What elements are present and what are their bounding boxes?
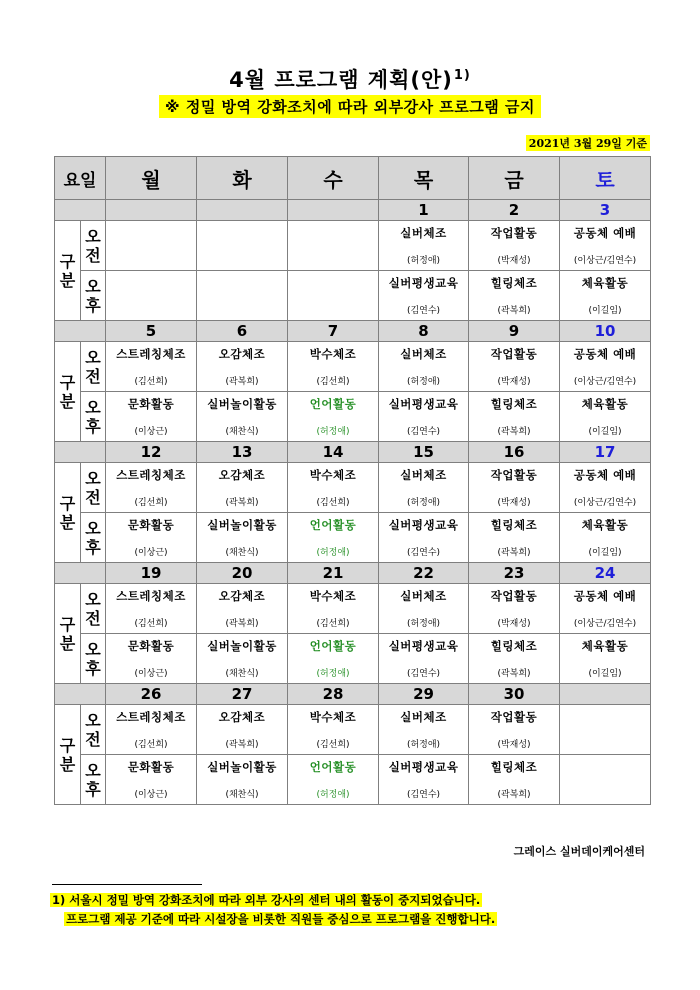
period-label-pm: 오 후 <box>81 513 106 563</box>
program-name: 문화활동 <box>127 518 175 532</box>
date-cell-sat: 17 <box>560 442 651 463</box>
date-row <box>55 684 651 705</box>
instructor-name: (이상근) <box>134 548 168 558</box>
program-name: 언어활동 <box>309 760 357 774</box>
date-cell-mon: 12 <box>106 442 197 463</box>
date-cell-fri: 9 <box>469 321 560 342</box>
date-row <box>55 563 651 584</box>
program-cell <box>288 755 379 805</box>
program-cell <box>288 705 379 755</box>
instructor-name: (허정애) <box>316 427 350 437</box>
instructor-name: (김선희) <box>134 498 168 508</box>
weekday-label: 요일 <box>55 157 106 200</box>
instructor-name: (박재성) <box>497 377 531 387</box>
program-cell <box>379 271 469 321</box>
weekday-thu: 목 <box>379 157 469 200</box>
program-name: 공동체 예배 <box>573 347 637 361</box>
instructor-name: (곽복희) <box>497 548 531 558</box>
instructor-name: (이상근) <box>134 427 168 437</box>
instructor-name: (곽복희) <box>225 498 259 508</box>
instructor-name: (곽복희) <box>225 377 259 387</box>
program-cell <box>469 463 560 513</box>
program-cell <box>379 463 469 513</box>
instructor-name: (김연수) <box>406 306 441 316</box>
program-name: 실버평생교육 <box>388 760 459 774</box>
program-cell <box>379 705 469 755</box>
instructor-name: (김선희) <box>316 498 350 508</box>
program-cell <box>379 513 469 563</box>
date-cell-mon: 5 <box>106 321 197 342</box>
program-row-am <box>55 584 651 634</box>
program-cell <box>106 221 197 271</box>
program-cell <box>469 634 560 684</box>
instructor-name: (이상근/김연수) <box>573 619 637 629</box>
program-cell <box>106 271 197 321</box>
program-row-am <box>55 342 651 392</box>
program-name: 공동체 예배 <box>573 589 637 603</box>
program-cell <box>288 634 379 684</box>
instructor-name: (허정애) <box>316 669 350 679</box>
program-cell <box>560 221 651 271</box>
instructor-name: (김연수) <box>406 790 441 800</box>
date-cell-mon: 26 <box>106 684 197 705</box>
program-name: 실버체조 <box>400 710 447 724</box>
program-cell <box>469 755 560 805</box>
program-name: 박수체조 <box>309 468 357 482</box>
date-cell-fri: 16 <box>469 442 560 463</box>
date-cell-tue: 20 <box>197 563 288 584</box>
date-row <box>55 442 651 463</box>
program-name: 힐링체조 <box>490 760 538 774</box>
program-calendar <box>54 156 651 805</box>
program-name: 문화활동 <box>127 760 175 774</box>
period-label-am: 오 전 <box>81 463 106 513</box>
instructor-name: (이상근/김연수) <box>573 498 637 508</box>
program-cell <box>469 221 560 271</box>
period-label-am: 오 전 <box>81 705 106 755</box>
program-name: 실버놀이활동 <box>207 397 277 411</box>
program-name: 힐링체조 <box>490 397 538 411</box>
program-cell <box>379 392 469 442</box>
program-cell <box>197 634 288 684</box>
instructor-name: (이상근/김연수) <box>573 377 637 387</box>
program-name: 실버체조 <box>400 589 447 603</box>
date-row <box>55 321 651 342</box>
period-label-am: 오 전 <box>81 584 106 634</box>
program-cell <box>379 634 469 684</box>
program-name: 박수체조 <box>309 589 357 603</box>
program-cell <box>560 271 651 321</box>
program-name: 공동체 예배 <box>573 468 637 482</box>
program-row-pm <box>55 755 651 805</box>
instructor-name: (채찬식) <box>225 669 259 679</box>
footnote-line-2: 프로그램 제공 기준에 따라 시설장을 비롯한 직원들 중심으로 프로그램을 진행합니다. <box>66 912 496 926</box>
instructor-name: (채찬식) <box>225 548 259 558</box>
gubun-label: 구 분 <box>55 584 81 684</box>
weekday-mon: 월 <box>106 157 197 200</box>
instructor-name: (이상근) <box>134 790 168 800</box>
program-cell <box>106 634 197 684</box>
program-cell <box>288 513 379 563</box>
date-cell-wed: 28 <box>288 684 379 705</box>
instructor-name: (곽복희) <box>497 790 531 800</box>
program-name: 실버놀이활동 <box>207 518 277 532</box>
program-row-pm <box>55 392 651 442</box>
period-label-am: 오 전 <box>81 221 106 271</box>
date-cell-thu: 22 <box>379 563 469 584</box>
date-cell-fri: 23 <box>469 563 560 584</box>
program-name: 언어활동 <box>309 518 357 532</box>
date-cell-sat <box>560 684 651 705</box>
program-name: 언어활동 <box>309 639 357 653</box>
weekday-fri: 금 <box>469 157 560 200</box>
program-name: 오감체조 <box>218 347 266 361</box>
period-label-pm: 오 후 <box>81 755 106 805</box>
instructor-name: (허정애) <box>406 498 441 508</box>
program-cell <box>197 584 288 634</box>
program-name: 실버평생교육 <box>388 639 459 653</box>
weekday-tue: 화 <box>197 157 288 200</box>
program-cell <box>197 342 288 392</box>
program-name: 스트레칭체조 <box>116 710 186 724</box>
program-cell <box>106 513 197 563</box>
program-name: 실버체조 <box>400 468 447 482</box>
as-of-date: 2021년 3월 29일 기준 <box>526 135 650 151</box>
program-name: 박수체조 <box>309 347 357 361</box>
footnote-divider <box>52 884 202 885</box>
program-name: 작업활동 <box>490 589 538 603</box>
program-name: 스트레칭체조 <box>116 468 186 482</box>
instructor-name: (김연수) <box>406 669 441 679</box>
program-name: 실버평생교육 <box>388 518 459 532</box>
program-cell <box>106 392 197 442</box>
instructor-name: (허정애) <box>406 256 441 266</box>
date-cell-wed: 21 <box>288 563 379 584</box>
date-cell-fri: 2 <box>469 200 560 221</box>
date-row-spacer <box>55 563 106 584</box>
instructor-name: (김선희) <box>316 619 350 629</box>
period-label-am: 오 전 <box>81 342 106 392</box>
gubun-label: 구 분 <box>55 221 81 321</box>
program-name: 작업활동 <box>490 468 538 482</box>
program-cell <box>469 392 560 442</box>
weekday-sat: 토 <box>560 157 651 200</box>
program-cell <box>106 584 197 634</box>
instructor-name: (김연수) <box>406 548 441 558</box>
date-cell-thu: 29 <box>379 684 469 705</box>
program-cell <box>288 463 379 513</box>
instructor-name: (곽복희) <box>225 740 259 750</box>
date-cell-thu: 8 <box>379 321 469 342</box>
instructor-name: (박재성) <box>497 740 531 750</box>
program-cell <box>106 342 197 392</box>
instructor-name: (허정애) <box>406 740 441 750</box>
program-cell <box>197 705 288 755</box>
instructor-name: (이길임) <box>588 669 622 679</box>
program-cell <box>197 463 288 513</box>
weekday-header-row <box>55 157 651 200</box>
program-cell <box>288 221 379 271</box>
program-name: 실버놀이활동 <box>207 639 277 653</box>
date-cell-wed <box>288 200 379 221</box>
program-cell <box>197 513 288 563</box>
notice-banner: ※ 정밀 방역 강화조치에 따라 외부강사 프로그램 금지 <box>159 95 541 118</box>
program-cell <box>106 463 197 513</box>
program-cell <box>560 705 651 755</box>
program-name: 힐링체조 <box>490 518 538 532</box>
center-name: 그레이스 실버데이케어센터 <box>513 845 645 858</box>
instructor-name: (김선희) <box>134 619 168 629</box>
program-cell <box>469 271 560 321</box>
program-row-am <box>55 705 651 755</box>
program-name: 체육활동 <box>581 518 629 532</box>
period-label-pm: 오 후 <box>81 634 106 684</box>
date-cell-wed: 7 <box>288 321 379 342</box>
program-cell <box>379 342 469 392</box>
date-row <box>55 200 651 221</box>
instructor-name: (김선희) <box>316 377 350 387</box>
gubun-label: 구 분 <box>55 705 81 805</box>
program-name: 체육활동 <box>581 397 629 411</box>
program-cell <box>469 513 560 563</box>
program-name: 오감체조 <box>218 468 266 482</box>
date-cell-tue: 13 <box>197 442 288 463</box>
program-row-pm <box>55 513 651 563</box>
program-cell <box>560 463 651 513</box>
program-name: 오감체조 <box>218 710 266 724</box>
instructor-name: (채찬식) <box>225 790 259 800</box>
program-cell <box>469 584 560 634</box>
instructor-name: (이상근) <box>134 669 168 679</box>
instructor-name: (이길임) <box>588 427 622 437</box>
instructor-name: (곽복희) <box>497 306 531 316</box>
period-label-pm: 오 후 <box>81 392 106 442</box>
program-cell <box>469 705 560 755</box>
program-name: 언어활동 <box>309 397 357 411</box>
program-name: 실버체조 <box>400 226 447 240</box>
program-cell <box>197 392 288 442</box>
program-name: 힐링체조 <box>490 639 538 653</box>
program-cell <box>560 584 651 634</box>
date-cell-sat: 24 <box>560 563 651 584</box>
program-cell <box>288 271 379 321</box>
program-cell <box>469 342 560 392</box>
program-cell <box>379 221 469 271</box>
instructor-name: (곽복희) <box>225 619 259 629</box>
program-name: 오감체조 <box>218 589 266 603</box>
instructor-name: (허정애) <box>406 377 441 387</box>
gubun-label: 구 분 <box>55 463 81 563</box>
program-name: 실버평생교육 <box>388 397 459 411</box>
instructor-name: (곽복희) <box>497 427 531 437</box>
program-name: 스트레칭체조 <box>116 347 186 361</box>
program-row-pm <box>55 634 651 684</box>
date-cell-sat: 10 <box>560 321 651 342</box>
period-label-pm: 오 후 <box>81 271 106 321</box>
program-row-am <box>55 221 651 271</box>
program-cell <box>288 392 379 442</box>
program-name: 문화활동 <box>127 639 175 653</box>
program-name: 작업활동 <box>490 347 538 361</box>
instructor-name: (박재성) <box>497 256 531 266</box>
instructor-name: (허정애) <box>316 790 350 800</box>
instructor-name: (허정애) <box>316 548 350 558</box>
program-name: 작업활동 <box>490 226 538 240</box>
program-name: 박수체조 <box>309 710 357 724</box>
footnote-line-1: 1) 서울시 정밀 방역 강화조치에 따라 외부 강사의 센터 내의 활동이 중지되었습니다. <box>52 893 481 907</box>
program-cell <box>288 342 379 392</box>
instructor-name: (허정애) <box>406 619 441 629</box>
program-cell <box>197 221 288 271</box>
date-row-spacer <box>55 442 106 463</box>
program-name: 공동체 예배 <box>573 226 637 240</box>
instructor-name: (채찬식) <box>225 427 259 437</box>
program-name: 체육활동 <box>581 639 629 653</box>
date-cell-thu: 1 <box>379 200 469 221</box>
date-row-spacer <box>55 684 106 705</box>
program-name: 실버평생교육 <box>388 276 459 290</box>
instructor-name: (이상근/김연수) <box>573 256 637 266</box>
program-cell <box>379 584 469 634</box>
program-row-am <box>55 463 651 513</box>
date-cell-wed: 14 <box>288 442 379 463</box>
program-cell <box>288 584 379 634</box>
date-cell-tue: 27 <box>197 684 288 705</box>
date-cell-tue <box>197 200 288 221</box>
instructor-name: (김선희) <box>316 740 350 750</box>
page-title: 4월 프로그램 계획(안)$^{1)}$ <box>229 68 471 92</box>
program-cell <box>197 755 288 805</box>
date-cell-tue: 6 <box>197 321 288 342</box>
program-cell <box>197 271 288 321</box>
date-cell-sat: 3 <box>560 200 651 221</box>
date-cell-mon <box>106 200 197 221</box>
title-footnote-mark: 1) <box>453 68 471 83</box>
program-name: 문화활동 <box>127 397 175 411</box>
instructor-name: (이길임) <box>588 306 622 316</box>
date-cell-thu: 15 <box>379 442 469 463</box>
instructor-name: (곽복희) <box>497 669 531 679</box>
program-cell <box>560 392 651 442</box>
program-cell <box>560 755 651 805</box>
program-row-pm <box>55 271 651 321</box>
date-row-spacer <box>55 200 106 221</box>
program-name: 체육활동 <box>581 276 629 290</box>
program-cell <box>560 513 651 563</box>
instructor-name: (박재성) <box>497 498 531 508</box>
program-name: 실버체조 <box>400 347 447 361</box>
program-name: 작업활동 <box>490 710 538 724</box>
weekday-wed: 수 <box>288 157 379 200</box>
program-cell <box>560 634 651 684</box>
program-cell <box>106 705 197 755</box>
instructor-name: (이길임) <box>588 548 622 558</box>
instructor-name: (김선희) <box>134 740 168 750</box>
program-name: 실버놀이활동 <box>207 760 277 774</box>
date-cell-mon: 19 <box>106 563 197 584</box>
instructor-name: (김연수) <box>406 427 441 437</box>
gubun-label: 구 분 <box>55 342 81 442</box>
program-cell <box>106 755 197 805</box>
program-cell <box>379 755 469 805</box>
date-cell-fri: 30 <box>469 684 560 705</box>
program-name: 스트레칭체조 <box>116 589 186 603</box>
instructor-name: (박재성) <box>497 619 531 629</box>
date-row-spacer <box>55 321 106 342</box>
instructor-name: (김선희) <box>134 377 168 387</box>
program-cell <box>560 342 651 392</box>
program-name: 힐링체조 <box>490 276 538 290</box>
